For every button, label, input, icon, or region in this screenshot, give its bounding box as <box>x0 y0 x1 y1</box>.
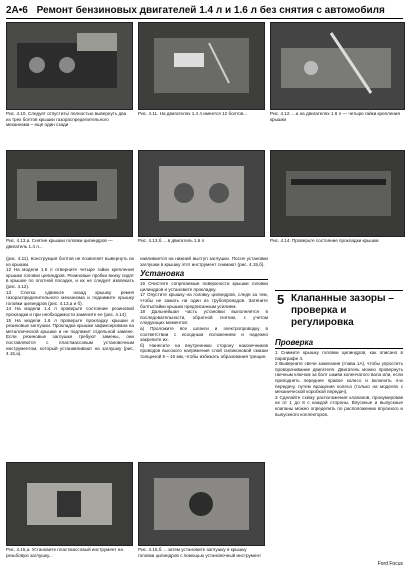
paragraph: 1 Снимите крышку головки цилиндров, как описано в параграфе 4. <box>275 350 403 361</box>
paragraph: (рис. 4.11). Конструкция болтов не позволяет вывернуть их из крышки. <box>6 256 134 267</box>
photo-4-14 <box>270 150 405 237</box>
photo-4-13a <box>6 150 133 237</box>
footer-brand: Ford Focus <box>377 561 403 567</box>
photo-4-15b <box>138 462 265 546</box>
photo-4-12 <box>270 22 405 110</box>
caption-4-14: Рис. 4.14. Проверьте состояние прокладки крышки <box>270 238 379 243</box>
caption-4-15b: Рис. 4.15,б. ...затем установите заглушку в крышку головки цилиндров с помощью установочный инструмент <box>138 547 262 558</box>
subheading-check: Проверка <box>275 338 403 349</box>
paragraph: 3 Сделайте схему расположения клапанов, пронумеровав их от 1 до 8 с каждой стороны. Впускные и выпускные клапаны можно определить по расположению впускного и выпускного коллекторов. <box>275 394 403 417</box>
paragraph: 13 Слегка сдвиньте назад крышку ремня газораспределительного механизма и поднимите крышку головки цилиндров (рис. 4.13,а и б). <box>6 289 134 306</box>
text-column-1 <box>6 256 134 456</box>
caption-4-15a: Рис. 4.15,а. Установите пластмассовый инструмент на резьбовую заглушку... <box>6 547 123 558</box>
page-header <box>6 4 403 19</box>
paragraph: 15 На модели 1.6 л проверьте прокладку крышки и резиновые заглушки. Прокладка крышки зафиксирована на металлической крышке и не подлежит отдельной замене. Если резиновые заглушки требуют замены, они поставляются с пластмассовым установочным инструментом, который устанавливают на заглушку (рис. 4.15,а). <box>6 317 134 357</box>
photo-4-11 <box>138 22 265 110</box>
photo-4-10 <box>6 22 133 110</box>
paragraph: а) Проложите все шланги и электропроводку в соответствии с исходным положением и надежно закрепите их. <box>140 325 268 343</box>
page-title: Ремонт бензиновых двигателей 1.4 л и 1.6 л без снятия с автомобиля <box>36 5 385 16</box>
caption-4-12: Рис. 4.12. ...а на двигателях 1.6 л — четыре гайки крепления крышки <box>270 111 400 122</box>
section-title: Клапанные зазоры – проверка и регулировка <box>291 293 394 328</box>
section-heading <box>275 290 403 333</box>
paragraph: 2 Выверните свечи зажигания (глава 1А), чтобы упростить проворачивание двигателя. Двигатель можно провернуть гаечным ключом за болт шкива коленчатого вала или, если приподнять переднее правое колесо и включить 4-ю передачу, путем вращения колеса (только на моделях с механической коробкой передач). <box>275 361 403 395</box>
paragraph: б) Нанесите на внутреннюю сторону наконечников проводов высокого напряжения слой силиконовой смазки толщиной 5 – 10 мм, чтобы избежать образования трещин. <box>140 342 268 359</box>
caption-4-13a: Рис. 4.13,а. Снятие крышки головки цилиндров — двигатель 1.4 л... <box>6 238 113 249</box>
paragraph: 14 На модели 1.4 л проверьте состояние резиновой прокладки и при необходимости замените ее (рис. 4.14). <box>6 306 134 317</box>
page-number: 2A•6 <box>6 5 28 16</box>
paragraph: навливается на нижний выступ заглушки. После установки заглушки в крышку этот инструмент снимают (рис. 4.15,б). <box>140 256 268 267</box>
paragraph: 18 Дальнейшая часть установки выполняется в последовательности, обратной снятию, с учетом следующих моментов: <box>140 309 268 326</box>
text-column-2 <box>140 256 268 456</box>
caption-4-10: Рис. 4.10. Следует отпустить/ полностью вывернуть два из трех болтов крышки газораспределительного механизма – еще один сзади <box>6 111 127 128</box>
caption-4-13b: Рис. 4.13,б. ...в двигатель 1.6 л <box>138 238 205 243</box>
paragraph: 16 Очистите сопрягаемые поверхности крышки головки цилиндров и установите прокладку. <box>140 281 268 292</box>
paragraph: 12 На модели 1.6 л отверните четыре гайки крепления крышки головки цилиндров. Резиновые пробки внизу сидят в крышке по плотной посадке, и их не следует извлекать (рис. 4.12). <box>6 267 134 289</box>
caption-4-11: Рис. 4.11. На двигателях 1.4 л имеется 12 болтов... <box>138 111 248 116</box>
paragraph: 17 Опустите крышку на головку цилиндров, следя за тем, чтобы не зажать ни один из трубопроводов. Затяните болты/гайки крышки предписанным усилием. <box>140 292 268 309</box>
subheading-installation: Установка <box>140 269 268 280</box>
photo-4-15a <box>6 462 133 546</box>
text-column-3 <box>275 336 403 561</box>
section-number: 5 <box>277 292 285 307</box>
photo-4-13b <box>138 150 265 237</box>
